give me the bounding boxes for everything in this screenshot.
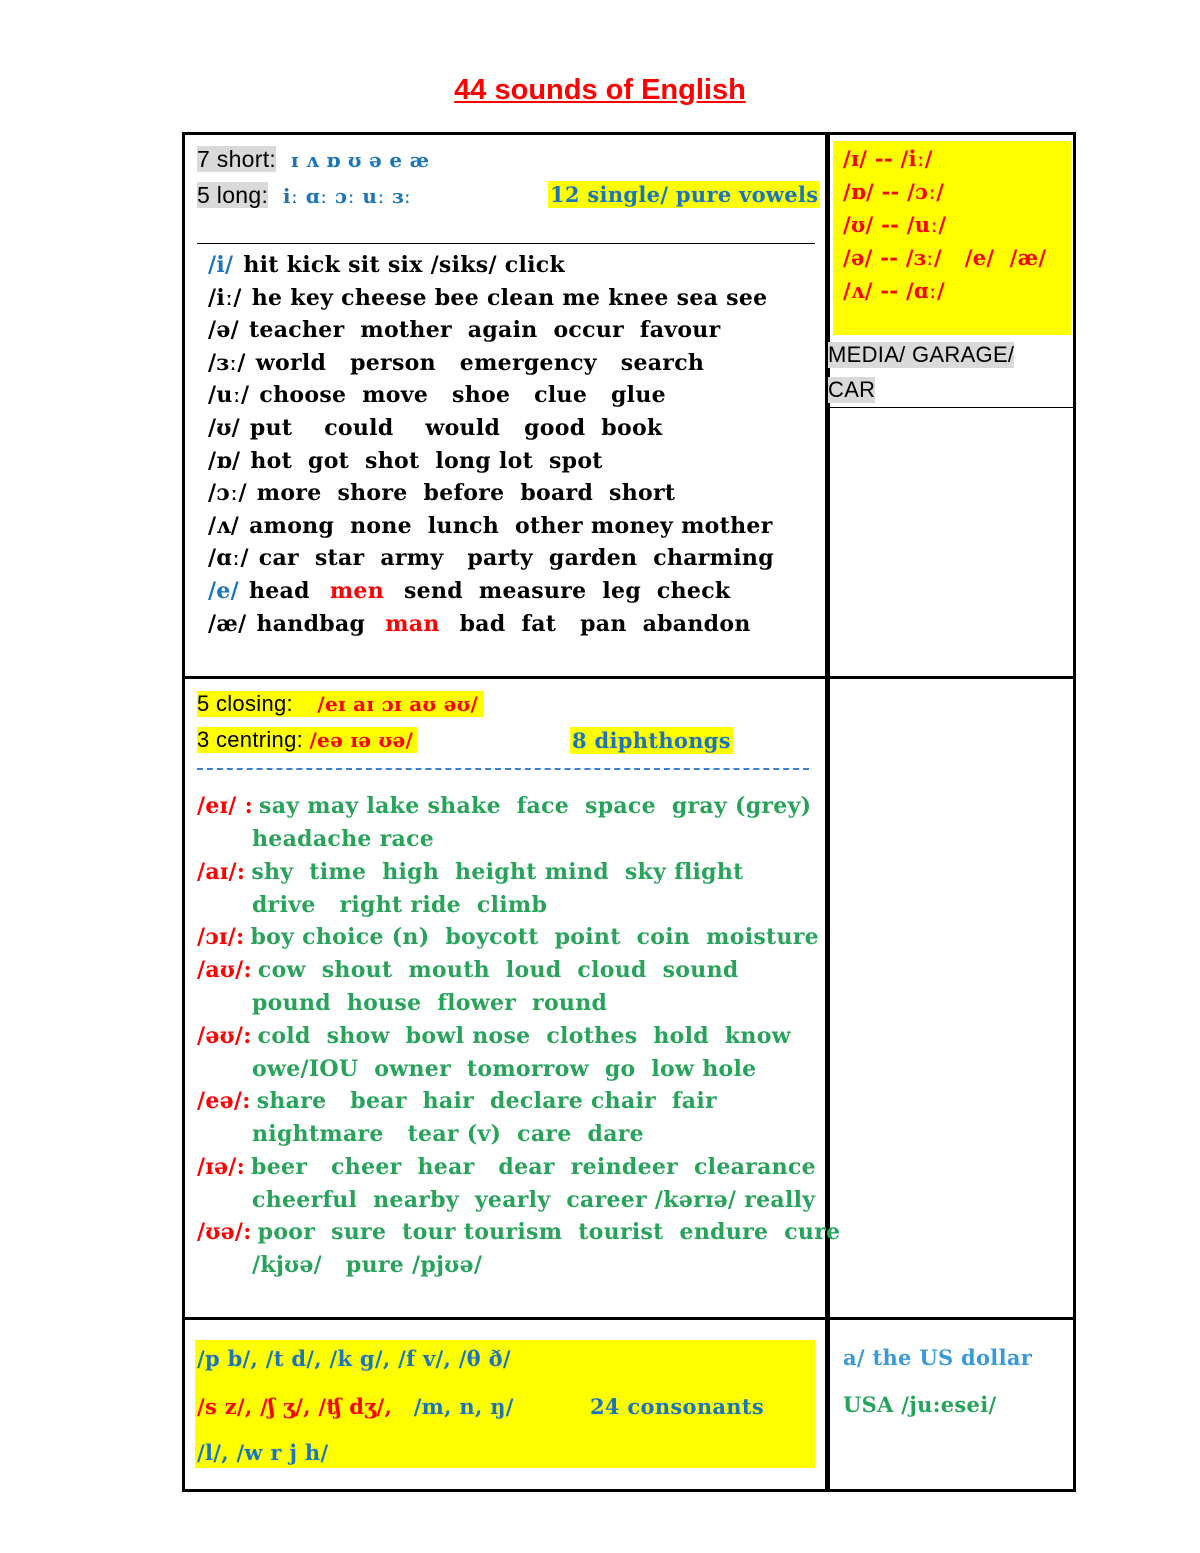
diphthong-row bbox=[197, 1219, 840, 1245]
diphthong-symbol: /eɪ/ : bbox=[197, 793, 254, 819]
diphthong-words-cont: owe/IOU owner tomorrow go low hole bbox=[252, 1055, 757, 1082]
vowel-row bbox=[208, 415, 662, 441]
vowel-words: hit kick sit six /siks/ click bbox=[243, 252, 566, 278]
vowel-words: choose move shoe clue glue bbox=[259, 382, 666, 409]
consonant-line-1: /p b/, /t d/, /k g/, /f v/, /θ ð/ bbox=[197, 1346, 511, 1371]
dollar-note: a/ the US dollar bbox=[843, 1345, 1033, 1370]
diphthong-row bbox=[197, 859, 744, 885]
diphthong-row bbox=[197, 793, 811, 819]
vowel-row bbox=[208, 317, 721, 343]
diphthong-separator bbox=[197, 768, 809, 770]
vowel-words: head bbox=[248, 578, 310, 604]
vowel-symbol: /ɑː/ bbox=[208, 545, 249, 572]
vowel-row bbox=[208, 611, 751, 637]
consonant-line-2a: /s z/, /ʃ ʒ/, /ʧ dʒ/, bbox=[197, 1394, 393, 1419]
vowel-row bbox=[208, 513, 773, 539]
vowel-row bbox=[208, 545, 774, 571]
diphthong-words-cont: drive right ride climb bbox=[252, 891, 548, 918]
diphthong-row bbox=[197, 1088, 717, 1114]
vowel-separator bbox=[197, 243, 815, 244]
diphthong-symbol: /aʊ/: bbox=[197, 957, 252, 983]
media-note-line2: CAR bbox=[828, 377, 876, 402]
row-divider-1 bbox=[182, 676, 1076, 679]
vowel-words: more shore before board short bbox=[256, 480, 676, 507]
diphthong-words: cow shout mouth loud cloud sound bbox=[257, 957, 739, 983]
diphthong-words-cont: /kjʊə/ pure /pjʊə/ bbox=[252, 1252, 483, 1278]
diphthong-words: poor sure tour tourism tourist endure cure bbox=[257, 1219, 841, 1245]
vowel-words: world person emergency search bbox=[255, 349, 705, 376]
diphthong-words: boy choice (n) boycott point coin moisture bbox=[250, 924, 819, 950]
usa-note: USA /ju:esei/ bbox=[843, 1392, 997, 1417]
consonant-line-2 bbox=[197, 1394, 514, 1419]
diphthong-symbol: /eə/: bbox=[197, 1088, 251, 1114]
vowel-row bbox=[208, 285, 767, 311]
closing-line bbox=[197, 691, 484, 717]
row-divider-2 bbox=[182, 1317, 1076, 1320]
diphthong-symbol: /ʊə/: bbox=[197, 1219, 252, 1245]
short-label: 7 short: bbox=[197, 146, 277, 172]
pair-line: /ɪ/ -- /iː/ bbox=[843, 146, 933, 171]
vowel-words: car star army party garden charming bbox=[258, 545, 774, 572]
vowel-words: handbag bbox=[256, 610, 366, 637]
diphthong-row bbox=[197, 957, 739, 983]
vowel-words: send measure leg check bbox=[403, 578, 731, 604]
diphthong-symbol: /ɪə/: bbox=[197, 1153, 246, 1180]
long-vowels-line bbox=[197, 182, 411, 209]
vowel-symbol: /ɔː/ bbox=[208, 480, 247, 507]
vowel-symbol: /æ/ bbox=[208, 610, 247, 637]
vowel-symbol: /uː/ bbox=[208, 382, 250, 409]
vowel-words-highlight: man bbox=[385, 610, 440, 637]
vowel-symbol: /iː/ bbox=[208, 284, 242, 311]
diphthong-words-cont: nightmare tear (v) care dare bbox=[252, 1121, 644, 1147]
closing-symbols: /eɪ aɪ ɔɪ aʊ əʊ/ bbox=[317, 692, 479, 716]
pair-line: /ʌ/ -- /ɑː/ bbox=[843, 278, 945, 303]
pair-line: /ə/ -- /ɜː/ /e/ /æ/ bbox=[843, 245, 1047, 270]
centring-symbols: /eə ɪə ʊə/ bbox=[309, 728, 414, 752]
long-label: 5 long: bbox=[197, 182, 269, 208]
vowel-symbol: /ʊ/ bbox=[208, 415, 240, 441]
consonant-line-2b: /m, n, ŋ/ bbox=[413, 1394, 514, 1419]
media-note-line1: MEDIA/ GARAGE/ bbox=[828, 342, 1015, 367]
vowel-symbol: /ʌ/ bbox=[208, 512, 240, 539]
vowel-row bbox=[208, 350, 704, 376]
vowel-row bbox=[208, 448, 603, 474]
vowel-words: among none lunch other money mother bbox=[249, 512, 773, 539]
centring-label: 3 centring: bbox=[197, 727, 304, 752]
centring-line bbox=[197, 727, 417, 753]
diphthong-words-cont: pound house flower round bbox=[252, 990, 608, 1016]
diphthongs-label: 8 diphthongs bbox=[572, 728, 731, 753]
diphthong-symbol: /aɪ/: bbox=[197, 858, 246, 885]
diphthong-symbol: /əʊ/: bbox=[197, 1022, 252, 1049]
diphthong-words: say may lake shake face space gray (grey) bbox=[259, 793, 812, 819]
single-vowels-label: 12 single/ pure vowels bbox=[550, 182, 819, 207]
long-symbols: iː ɑː ɔː uː ɜː bbox=[282, 184, 412, 208]
vowel-words-highlight: men bbox=[329, 578, 384, 604]
note-underline bbox=[828, 407, 1073, 408]
vowel-row bbox=[208, 480, 675, 506]
vowel-symbol: /i/ bbox=[208, 252, 234, 278]
vowel-symbol: /ɒ/ bbox=[208, 447, 241, 474]
vowel-words: teacher mother again occur favour bbox=[248, 317, 721, 344]
diphthong-symbol: /ɔɪ/: bbox=[197, 924, 245, 950]
page-title: 44 sounds of English bbox=[454, 74, 746, 106]
diphthong-words: share bear hair declare chair fair bbox=[256, 1088, 717, 1114]
diphthong-words: shy time high height mind sky flight bbox=[251, 858, 744, 885]
column-divider bbox=[825, 132, 830, 1492]
vowel-row bbox=[208, 382, 666, 408]
diphthong-words-cont: headache race bbox=[252, 826, 435, 852]
vowel-row bbox=[208, 578, 730, 604]
diphthong-words: beer cheer hear dear reindeer clearance bbox=[251, 1153, 816, 1180]
diphthong-words: cold show bowl nose clothes hold know bbox=[257, 1022, 791, 1049]
pair-line: /ɒ/ -- /ɔː/ bbox=[843, 179, 945, 204]
vowel-symbol: /ə/ bbox=[208, 317, 239, 344]
vowel-words: hot got shot long lot spot bbox=[250, 447, 603, 474]
vowel-words: put could would good book bbox=[249, 415, 663, 441]
consonant-line-3: /l/, /w r j h/ bbox=[197, 1440, 329, 1465]
diphthong-row bbox=[197, 924, 819, 950]
short-vowels-line bbox=[197, 146, 429, 173]
closing-label: 5 closing: bbox=[197, 691, 293, 716]
vowel-row bbox=[208, 252, 565, 278]
vowel-words: bad fat pan abandon bbox=[459, 610, 751, 637]
diphthong-row bbox=[197, 1154, 816, 1180]
vowel-symbol: /e/ bbox=[208, 578, 239, 604]
pair-line: /ʊ/ -- /uː/ bbox=[843, 212, 947, 237]
diphthong-row bbox=[197, 1023, 791, 1049]
diphthong-words-cont: cheerful nearby yearly career /kərɪə/ really bbox=[252, 1186, 816, 1213]
vowel-symbol: /ɜː/ bbox=[208, 349, 246, 376]
vowel-words: he key cheese bee clean me knee sea see bbox=[251, 284, 768, 311]
short-symbols: ɪ ʌ ɒ ʊ ə e æ bbox=[290, 148, 430, 172]
consonants-label: 24 consonants bbox=[590, 1394, 764, 1419]
